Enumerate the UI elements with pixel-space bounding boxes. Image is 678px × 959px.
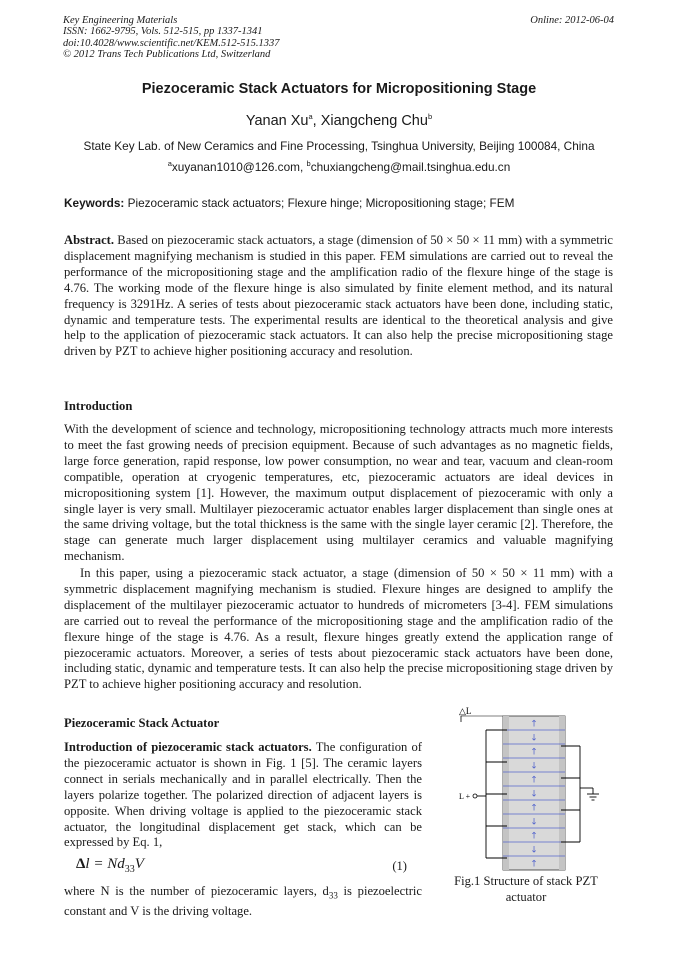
doi: doi:10.4028/www.scientific.net/KEM.512-515.1337	[63, 37, 280, 49]
eq-sub: 33	[124, 864, 135, 875]
stack-edge-right	[559, 716, 565, 870]
author-name: Xiangcheng Chu	[320, 113, 428, 129]
figure-caption: Fig.1 Structure of stack PZT actuator	[454, 874, 598, 904]
polarization-arrow: ↑	[530, 747, 538, 758]
journal-name: Key Engineering Materials	[63, 15, 178, 26]
abstract-text: Based on piezoceramic stack actuators, a stage (dimension of 50 × 50 × 11 mm) with a symmetric displacement magnifying mechanism is studied in this paper. FEM simulations are carried out to reveal the performance of the micropositioning stage and the amplification radio of the flexure hinge of the stage is 4.76. The working mode of the flexure hinge is also simulated by finite element method, and its natural frequency is 3291Hz. A series of tests about piezoceramic stack actuators have been done, including static, dynamic and temperature tests. The experimental results are identical to the theoretical analysis and give help to the application of piezoceramic stack actuators. It can also help the precise micropositioning stage driven by PZT to achieve higher positioning accuracy and resolution.	[64, 233, 613, 359]
author-mark: b	[427, 112, 433, 122]
eq-lhs: l	[85, 856, 90, 872]
equation	[72, 856, 407, 876]
stack-edge-left	[503, 716, 509, 870]
online-date: Online: 2012-06-04	[530, 15, 614, 26]
abstract	[64, 233, 613, 360]
polarization-arrow: ↑	[530, 719, 538, 730]
section-heading: Piezoceramic Stack Actuator	[64, 716, 220, 730]
paragraph-text: is piezoelectric constant and V is the driving voltage.	[64, 884, 422, 919]
section-heading: Introduction	[64, 399, 133, 413]
eq-d: d	[117, 856, 125, 872]
polarization-arrow: ↓	[530, 733, 538, 744]
email-mark: a	[167, 159, 172, 169]
subscript: 33	[328, 890, 338, 901]
subsection-heading: Introduction of piezoceramic stack actuators.	[64, 740, 312, 754]
email-mark: b	[306, 159, 311, 169]
issn: ISSN: 1662-9795, Vols. 512-515, pp 1337-1341	[63, 26, 263, 38]
delta-symbol: Δ	[76, 856, 86, 872]
figure-side-label: L +	[459, 792, 471, 801]
authors: Yanan Xu$^a$, Xiangcheng Chu$^b$	[245, 112, 433, 129]
author-mark: a	[308, 112, 313, 122]
email-link[interactable]: chuxiangcheng@mail.tsinghua.edu.cn	[310, 160, 511, 174]
polarization-arrow: ↑	[530, 775, 538, 786]
polarization-arrow: ↑	[530, 803, 538, 814]
keywords-label: Keywords:	[64, 196, 125, 210]
paragraph: In this paper, using a piezoceramic stack actuator, a stage (dimension of 50 × 50 × 11 mm) with a symmetric displacement magnifying mechanism is studied. Flexure hinges are designed to amplify the displacement of the multilayer piezoceramic actuator to hundreds of micrometers [3-4]. FEM simulations are carried out to reveal the performance of the micropositioning stage and the amplification radio of the flexure hinge of the stage is 4.76. As a result, flexure hinges greatly extend the application range of piezoceramic actuators. Moreover, a series of tests about piezoceramic stack actuators have been done, including static, dynamic and temperature tests. It can also help the precise micropositioning stage driven by PZT to achieve higher positioning accuracy and resolution.	[64, 566, 613, 692]
emails: $^a$xuyanan1010@126.com, $^b$chuxiangcheng@mail.tsinghua.edu.cn	[167, 159, 511, 174]
email-link[interactable]: xuyanan1010@126.com	[171, 160, 300, 174]
input-terminal	[473, 794, 477, 798]
polarization-arrow: ↑	[530, 859, 538, 870]
polarization-arrow: ↓	[530, 817, 538, 828]
figure-stack-pzt	[455, 702, 615, 872]
journal-header	[63, 15, 280, 60]
polarization-arrow: ↓	[530, 845, 538, 856]
figure-top-label: △L	[459, 706, 472, 716]
equation-number: (1)	[392, 859, 407, 873]
polarization-arrow: ↑	[530, 831, 538, 842]
keywords	[64, 196, 514, 210]
equation-expression: $\Delta l = Nd_{33}V$	[76, 856, 144, 875]
paragraph	[64, 884, 422, 920]
polarization-arrow: ↓	[530, 789, 538, 800]
paragraph-text: where N is the number of piezoceramic layers, d	[64, 884, 329, 898]
polarization-arrow: ↓	[530, 761, 538, 772]
paragraph	[64, 740, 422, 851]
eq-v: V	[134, 856, 144, 872]
keywords-text: Piezoceramic stack actuators; Flexure hinge; Micropositioning stage; FEM	[127, 196, 515, 210]
author-name: Yanan Xu	[245, 113, 309, 129]
paragraph: With the development of science and technology, micropositioning technology attracts much more interests to meet the fast growing needs of precision equipment. Because of such advantages as no magnetic fields, large force generation, rapid response, low power consumption, no wear and tear, vacuum and clean-room compatible, operation at cryogenic temperatures, etc, piezoceramic actuators are ideal devices in micropositioning system [1]. However, the maximum output displacement of piezoceramic with only a single layer is very small. Multilayer piezoceramic actuator enables larger displacement than single ones at the same driving voltage, but the total thickness is the same with the single layer ceramic [2]. Therefore, the stage can generate much larger displacement using multilayer ceramics and valuable magnifying mechanism.	[64, 422, 613, 564]
abstract-label: Abstract.	[64, 233, 115, 247]
paragraph-text: The configuration of the piezoceramic actuator is shown in Fig. 1 [5]. The ceramic layers connect in serials mechanically and in parallel electrically. Then the layers polarize together. The polarized direction of adjacent layers is opposite. When driving voltage is applied to the piezoceramic stack actuator, the longitudinal displacement get stack, which can be expressed by Eq. 1,	[64, 740, 423, 850]
affiliation: State Key Lab. of New Ceramics and Fine Processing, Tsinghua University, Beijing 100084, China	[83, 139, 595, 153]
eq-coef: N	[107, 856, 118, 872]
copyright: © 2012 Trans Tech Publications Ltd, Switzerland	[63, 48, 271, 60]
paper-title: Piezoceramic Stack Actuators for Micropositioning Stage	[141, 81, 537, 97]
